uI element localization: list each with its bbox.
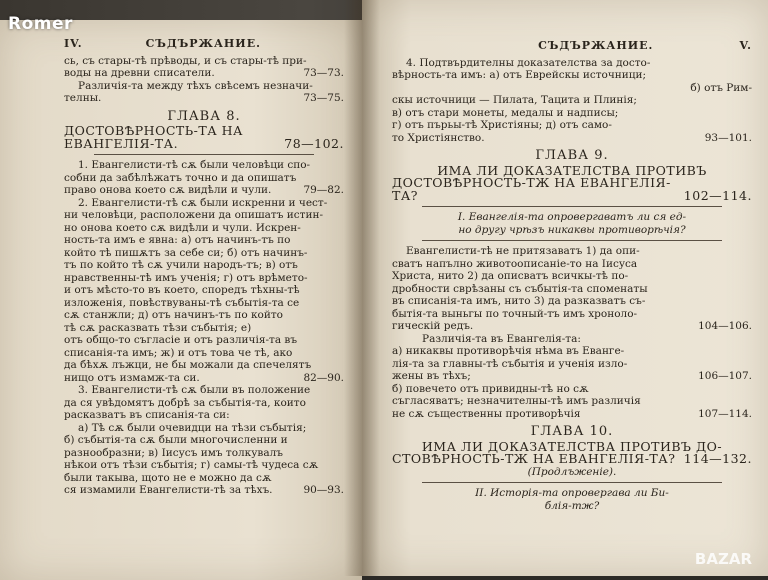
page-ref: 73—73.: [303, 67, 344, 79]
differences-list: а) никаквы противорѣчія нѣма въ Еванге- лія-та за главны-тѣ събытія и ученія изло- жены въ тѣхъ; 106—107. б) повечето отъ привидны-тѣ но сѫ съгласяватъ; незначителны-тѣ имъ различія не сѫ същественны противорѣчія 107—114.: [392, 345, 752, 420]
chapter-9-title-line2: ДОСТОВѢРНОСТЬ-ТЖ НА ЕВАНГЕЛІЯ-ТА?: [392, 175, 671, 203]
chapter-9-title-line1: ИМА ЛИ ДОКАЗАТЕЛСТВА ПРОТИВЪ: [437, 162, 707, 178]
toc-item-2: 2. Евангелисти-тѣ сѫ были искренни и чест- ни человѣци, расположени да опишатъ истин- но онова което сѫ видѣли и чули. Искрен- ность-та имъ е явна: а) отъ начинъ-тъ по който тѣ пишѫтъ за себе си; б) отъ начинъ- тъ по който тѣ сѫ учили народъ-тъ; в) отъ нравственны-тѣ имъ ученія; г) отъ врѣмето- и отъ мѣсто-то въ което, споредъ тѣхны-тѣ изложенія, повѣствуваны-тѣ събытія-та се сѫ станжли; д) отъ начинъ-тъ по който тѣ сѫ расказвать тѣзи събытія; е) отъ общо-то съгласіе и отъ различія-та въ списанія-та имъ; ж) и отъ това че тѣ, ако да бѣхѫ лъжци, не бы можали да спечелятъ нищо отъ измамж-та си. 82—90.: [64, 196, 344, 384]
differences-title: Различія-та въ Евангелія-та:: [422, 332, 581, 345]
chapter-10-title-line2: СТОВѢРНОСТЬ-ТЖ НА ЕВАНГЕЛІЯ-ТА?: [392, 451, 676, 466]
divider: [422, 206, 722, 207]
page-ref: 106—107.: [698, 370, 752, 382]
right-page-number: V.: [739, 39, 752, 52]
toc-item-4: 4. Подтвърдителны доказателства за досто- вѣрность-та имъ: а) отъ Еврейскы источници; б) отъ Рим- скы источници — Пилата, Тацита и Плинія; в) отъ стари монеты, медалы и надписы; г) отъ пърьы-тѣ Христіяны; д) отъ само- то Христіянство. 93—101.: [392, 56, 752, 144]
toc-line: телны. 73—75.: [64, 92, 344, 104]
chapter-9-title-row: [392, 177, 752, 202]
page-ref: 104—106.: [698, 320, 752, 332]
page-ref: 73—75.: [303, 92, 344, 104]
left-page-header-title: СЪДЪРЖАНИЕ.: [145, 37, 261, 50]
left-page-content: [64, 38, 344, 497]
watermark-logo: Romer: [8, 14, 73, 34]
right-page: [362, 0, 768, 576]
chapter-10-title-row: [392, 453, 752, 466]
page-ref: 79—82.: [303, 184, 344, 196]
divider: [422, 482, 722, 483]
toc-line: Различія-та между тѣхъ свѣсемъ незначи-: [78, 79, 313, 92]
right-page-content: [392, 40, 752, 512]
page-ref: 93—101.: [704, 131, 752, 144]
toc-item-3: 3. Евангелисти-тѣ сѫ были въ положение да ся увѣдомятъ добрѣ за събытія-та, които расказватъ въ списанія-та си: а) Тѣ сѫ были очевидци на тѣзи събытія; б) събытія-та сѫ были многочисленни и разнообразни; в) Іисусъ имъ толкувалъ нѣкои отъ тѣзи събытія; г) самы-тѣ чудеса сѫ были такыва, щото не е можно да сѫ ся измамили Евангелисти-тѣ за тѣхъ. 90—93.: [64, 384, 344, 496]
section-ii-title-cont: блія-тж?: [544, 499, 600, 512]
brand-logo: BAZAR: [694, 550, 752, 568]
toc-line: воды на древни списатели. 73—73.: [64, 67, 344, 79]
chapter-9-heading: ГЛАВА 9.: [535, 148, 609, 163]
chapter-8-pages: 78—102.: [284, 135, 344, 151]
toc-line: сь, съ стары-тѣ прѣводы, и съ стары-тѣ при-: [64, 54, 307, 67]
right-page-header: [392, 40, 752, 53]
left-page: [0, 20, 362, 580]
page-ref: 82—90.: [303, 371, 344, 384]
chapter-9-pages: 102—114.: [683, 187, 752, 203]
section-i-title: I. Евангелія-та опровергаватъ ли ся ед-: [457, 211, 687, 223]
divider: [422, 240, 722, 241]
chapter-10-pages: 114—132.: [683, 451, 752, 466]
toc-item-1: 1. Евангелисти-тѣ сѫ были человѣци спо- собни да забѣлѣжатъ точно и да опишатъ право онова което сѫ видѣли и чули. 79—82.: [64, 159, 344, 196]
section-i-body: Евангелисти-тѣ не притязаватъ 1) да опи- сватъ напълно животоописаніе-то на Іисуса Христа, нито 2) да описватъ всичкы-тѣ по- дробности сврѣзаны съ събытія-та споменаты въ списанія-та имъ, нито 3) да разказватъ съ- бытія-та выньгы по точный-тъ имъ хроноло- гическій редъ. 104—106.: [392, 245, 752, 332]
section-i-title-cont: но другу чрѣзъ никаквы противорѣчія?: [458, 223, 686, 236]
chapter-10-heading: ГЛАВА 10.: [530, 424, 614, 439]
page-ref: 107—114.: [698, 407, 752, 420]
left-page-number: IV.: [64, 37, 83, 50]
book-gutter: [344, 0, 380, 576]
chapter-8-heading: ГЛАВА 8.: [167, 108, 241, 124]
right-page-header-title: СЪДЪРЖАНИЕ.: [538, 39, 654, 52]
page-ref: 90—93.: [303, 484, 344, 496]
section-ii-title: II. Исторія-та опровергава ли Би-: [475, 487, 669, 499]
chapter-8-title: ДОСТОВѢРНОСТЬ-ТА НА ЕВАНГЕЛІЯ-ТА.: [64, 123, 244, 151]
chapter-10-title-line1: ИМА ЛИ ДОКАЗАТЕЛСТВА ПРОТИВЪ ДО-: [421, 438, 723, 454]
divider: [94, 154, 314, 155]
continuation-note: (Продлъженіе).: [527, 465, 617, 478]
chapter-8-title-row: [64, 125, 344, 150]
left-page-header: [64, 38, 344, 51]
